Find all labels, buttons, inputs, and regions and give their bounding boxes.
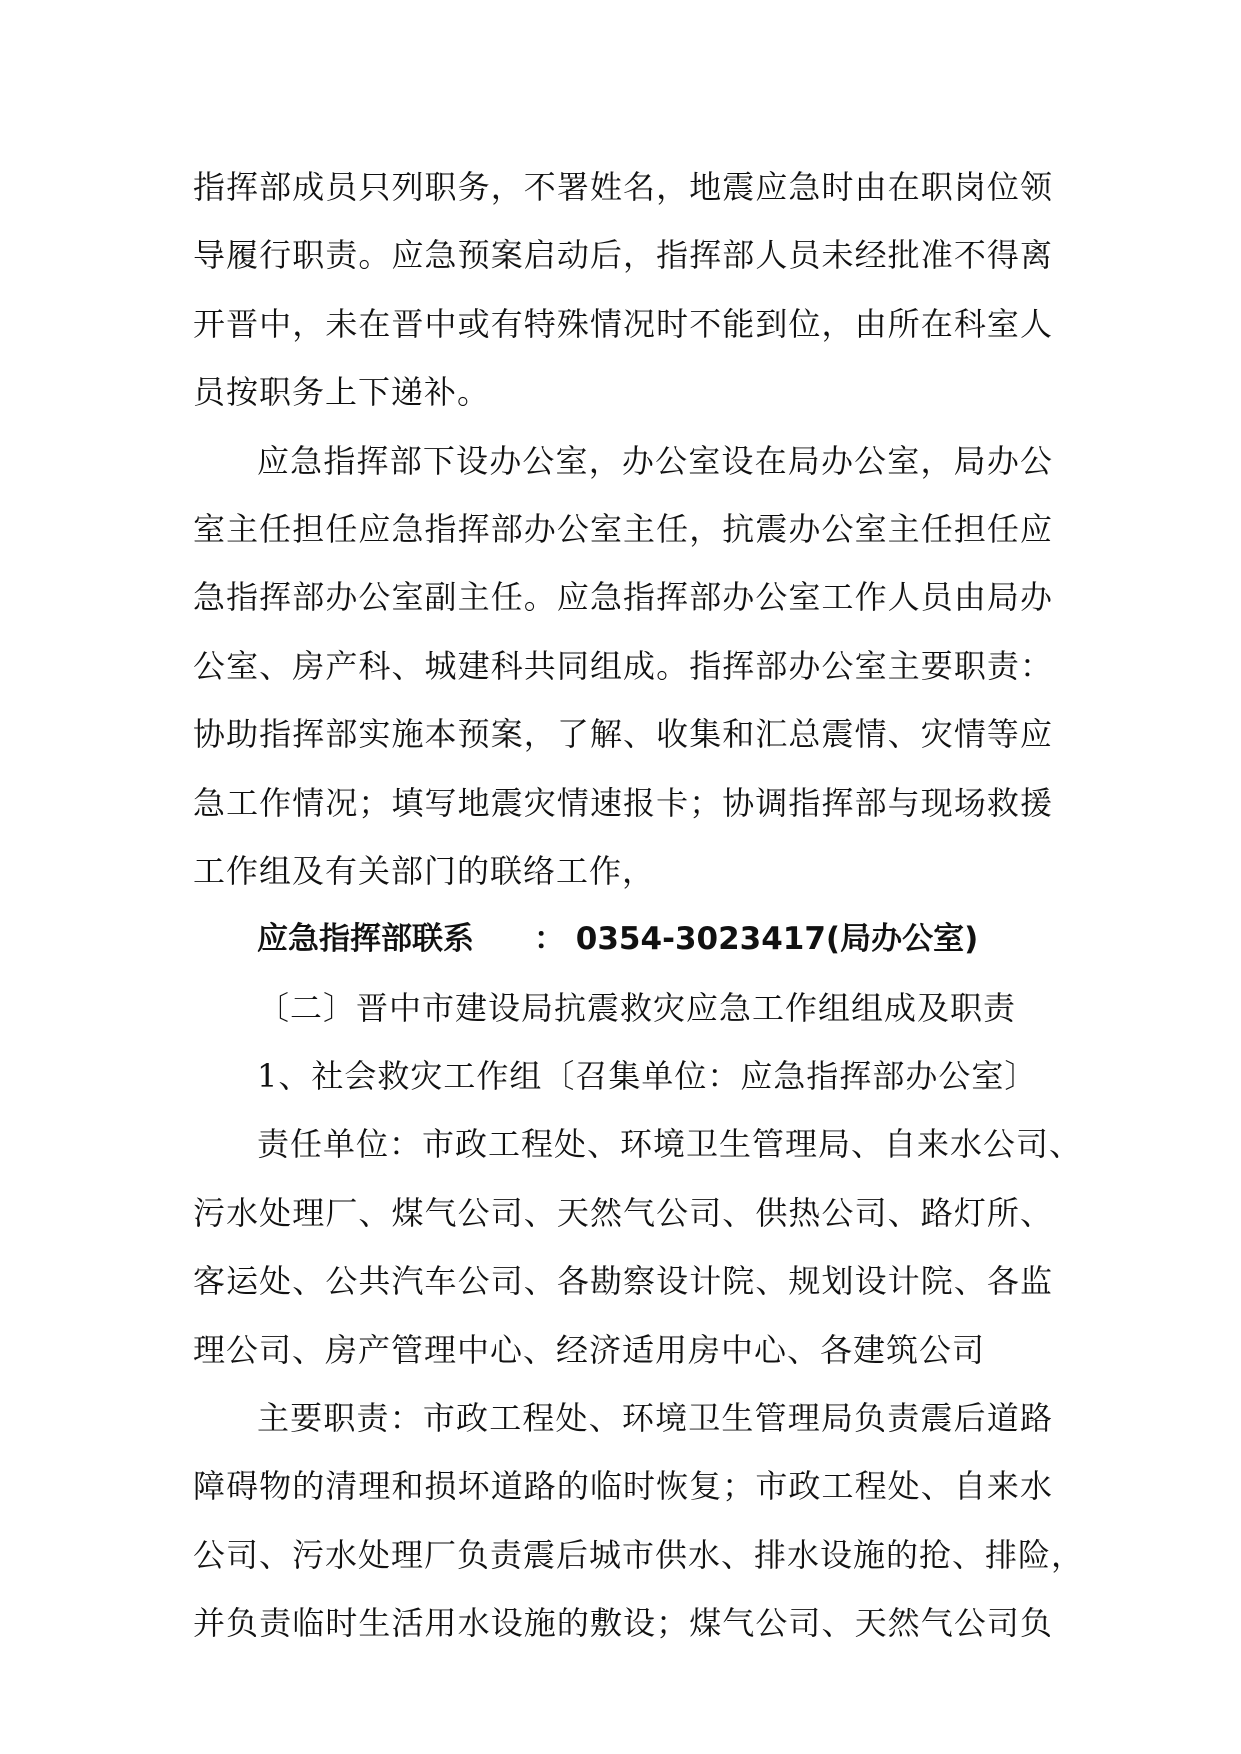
text-line: 指挥部成员只列职务，不署姓名，地震应急时由在职岗位领: [193, 168, 1053, 206]
text-line: 公室、房产科、城建科共同组成。指挥部办公室主要职责：: [193, 646, 1053, 685]
contact-phone: 0354-3023417(局办公室): [575, 921, 979, 958]
text-line: 急指挥部办公室副主任。应急指挥部办公室工作人员由局办: [193, 578, 1053, 617]
text-line: 公司、污水处理厂负责震后城市供水、排水设施的抢、排险，: [193, 1535, 1085, 1574]
text-line: 协助指挥部实施本预案，了解、收集和汇总震情、灾情等应: [193, 715, 1053, 754]
text-line: 应急指挥部下设办公室，办公室设在局办公室，局办公: [257, 441, 1053, 480]
contact-line: [193, 905, 1053, 973]
text-line: 开晋中，未在晋中或有特殊情况时不能到位，由所在科室人: [193, 304, 1053, 343]
text-line: 员按职务上下递补。: [193, 373, 491, 412]
section-heading: 〔二〕晋中市建设局抗震救灾应急工作组组成及职责: [257, 988, 1017, 1027]
text-line: 客运处、公共汽车公司、各勘察设计院、规划设计院、各监: [193, 1262, 1053, 1301]
contact-colon: ：: [534, 921, 565, 958]
text-line: 理公司、房产管理中心、经济适用房中心、各建筑公司: [193, 1330, 986, 1369]
text-line: 障碍物的清理和损坏道路的临时恢复；市政工程处、自来水: [193, 1467, 1053, 1506]
text-line: 污水处理厂、煤气公司、天然气公司、供热公司、路灯所、: [193, 1193, 1053, 1232]
text-line: 责任单位：市政工程处、环境卫生管理局、自来水公司、: [257, 1125, 1083, 1164]
text-line: 导履行职责。应急预案启动后，指挥部人员未经批准不得离: [193, 236, 1053, 275]
subsection-heading: 1、社会救灾工作组〔召集单位：应急指挥部办公室〕: [257, 1057, 1038, 1096]
text-line: 急工作情况；填写地震灾情速报卡；协调指挥部与现场救援: [193, 783, 1053, 822]
text-line: 并负责临时生活用水设施的敷设；煤气公司、天然气公司负: [193, 1604, 1053, 1643]
text-line: 主要职责：市政工程处、环境卫生管理局负责震后道路: [257, 1399, 1053, 1438]
document-body: [193, 153, 1085, 1658]
contact-label: 应急指挥部联系: [257, 921, 474, 958]
text-line: 工作组及有关部门的联络工作，: [193, 851, 656, 890]
text-line: 室主任担任应急指挥部办公室主任，抗震办公室主任担任应: [193, 509, 1053, 548]
